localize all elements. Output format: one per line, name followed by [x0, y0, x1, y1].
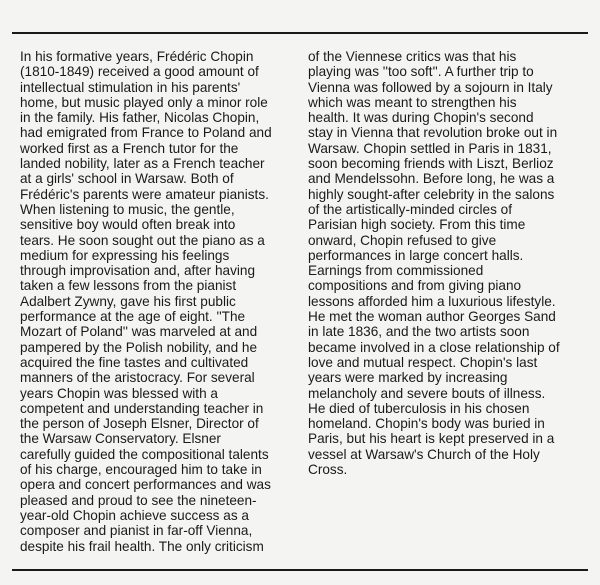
article-left-column: In his formative years, Frédéric Chopin (1810-1849) received a good amount of intellectual stimulation in his parents' home, but music played only a minor role in the family. His father, Nicolas Chopin, had emigrated from France to Poland and worked first as a French tutor for the landed nobility, later as a French teacher at a girls' school in Warsaw. Both of Frédéric's parents were amateur pianists. When listening to music, the gentle, sensitive boy would often break into tears. He soon sought out the piano as a medium for expressing his feelings through improvisation and, after having taken a few lessons from the pianist Adalbert Zywny, gave his first public performance at the age of eight. ''The Mozart of Poland'' was marveled at and pampered by the Polish nobility, and he acquired the fine tastes and cultivated manners of the aristocracy. For several years Chopin was blessed with a competent and understanding teacher in the person of Joseph Elsner, Director of the Warsaw Conservatory. Elsner carefully guided the compositional talents of his charge, encouraged him to take in opera and concert performances and was pleased and proud to see the nineteen- year-old Chopin achieve success as a composer and pianist in far-off Vienna, despite his frail health. The only criticism: [20, 49, 272, 554]
article-right-column: of the Viennese critics was that his playing was ''too soft''. A further trip to Vienna was followed by a sojourn in Italy which was meant to strengthen his health. It was during Chopin's second stay in Vienna that revolution broke out in Warsaw. Chopin settled in Paris in 1831, soon becoming friends with Liszt, Berlioz and Mendelssohn. Before long, he was a highly sought-after celebrity in the salons of the artistically-minded circles of Parisian high society. From this time onward, Chopin refused to give performances in large concert halls. Earnings from commissioned compositions and from giving piano lessons afforded him a luxurious lifestyle. He met the woman author Georges Sand in late 1836, and the two artists soon became involved in a close relationship of love and mutual respect. Chopin's last years were marked by increasing melancholy and severe bouts of illness. He died of tuberculosis in his chosen homeland. Chopin's body was buried in Paris, but his heart is kept preserved in a vessel at Warsaw's Church of the Holy Cross.: [308, 49, 560, 478]
top-divider-rule: [12, 32, 588, 34]
bottom-divider-rule: [12, 569, 588, 571]
